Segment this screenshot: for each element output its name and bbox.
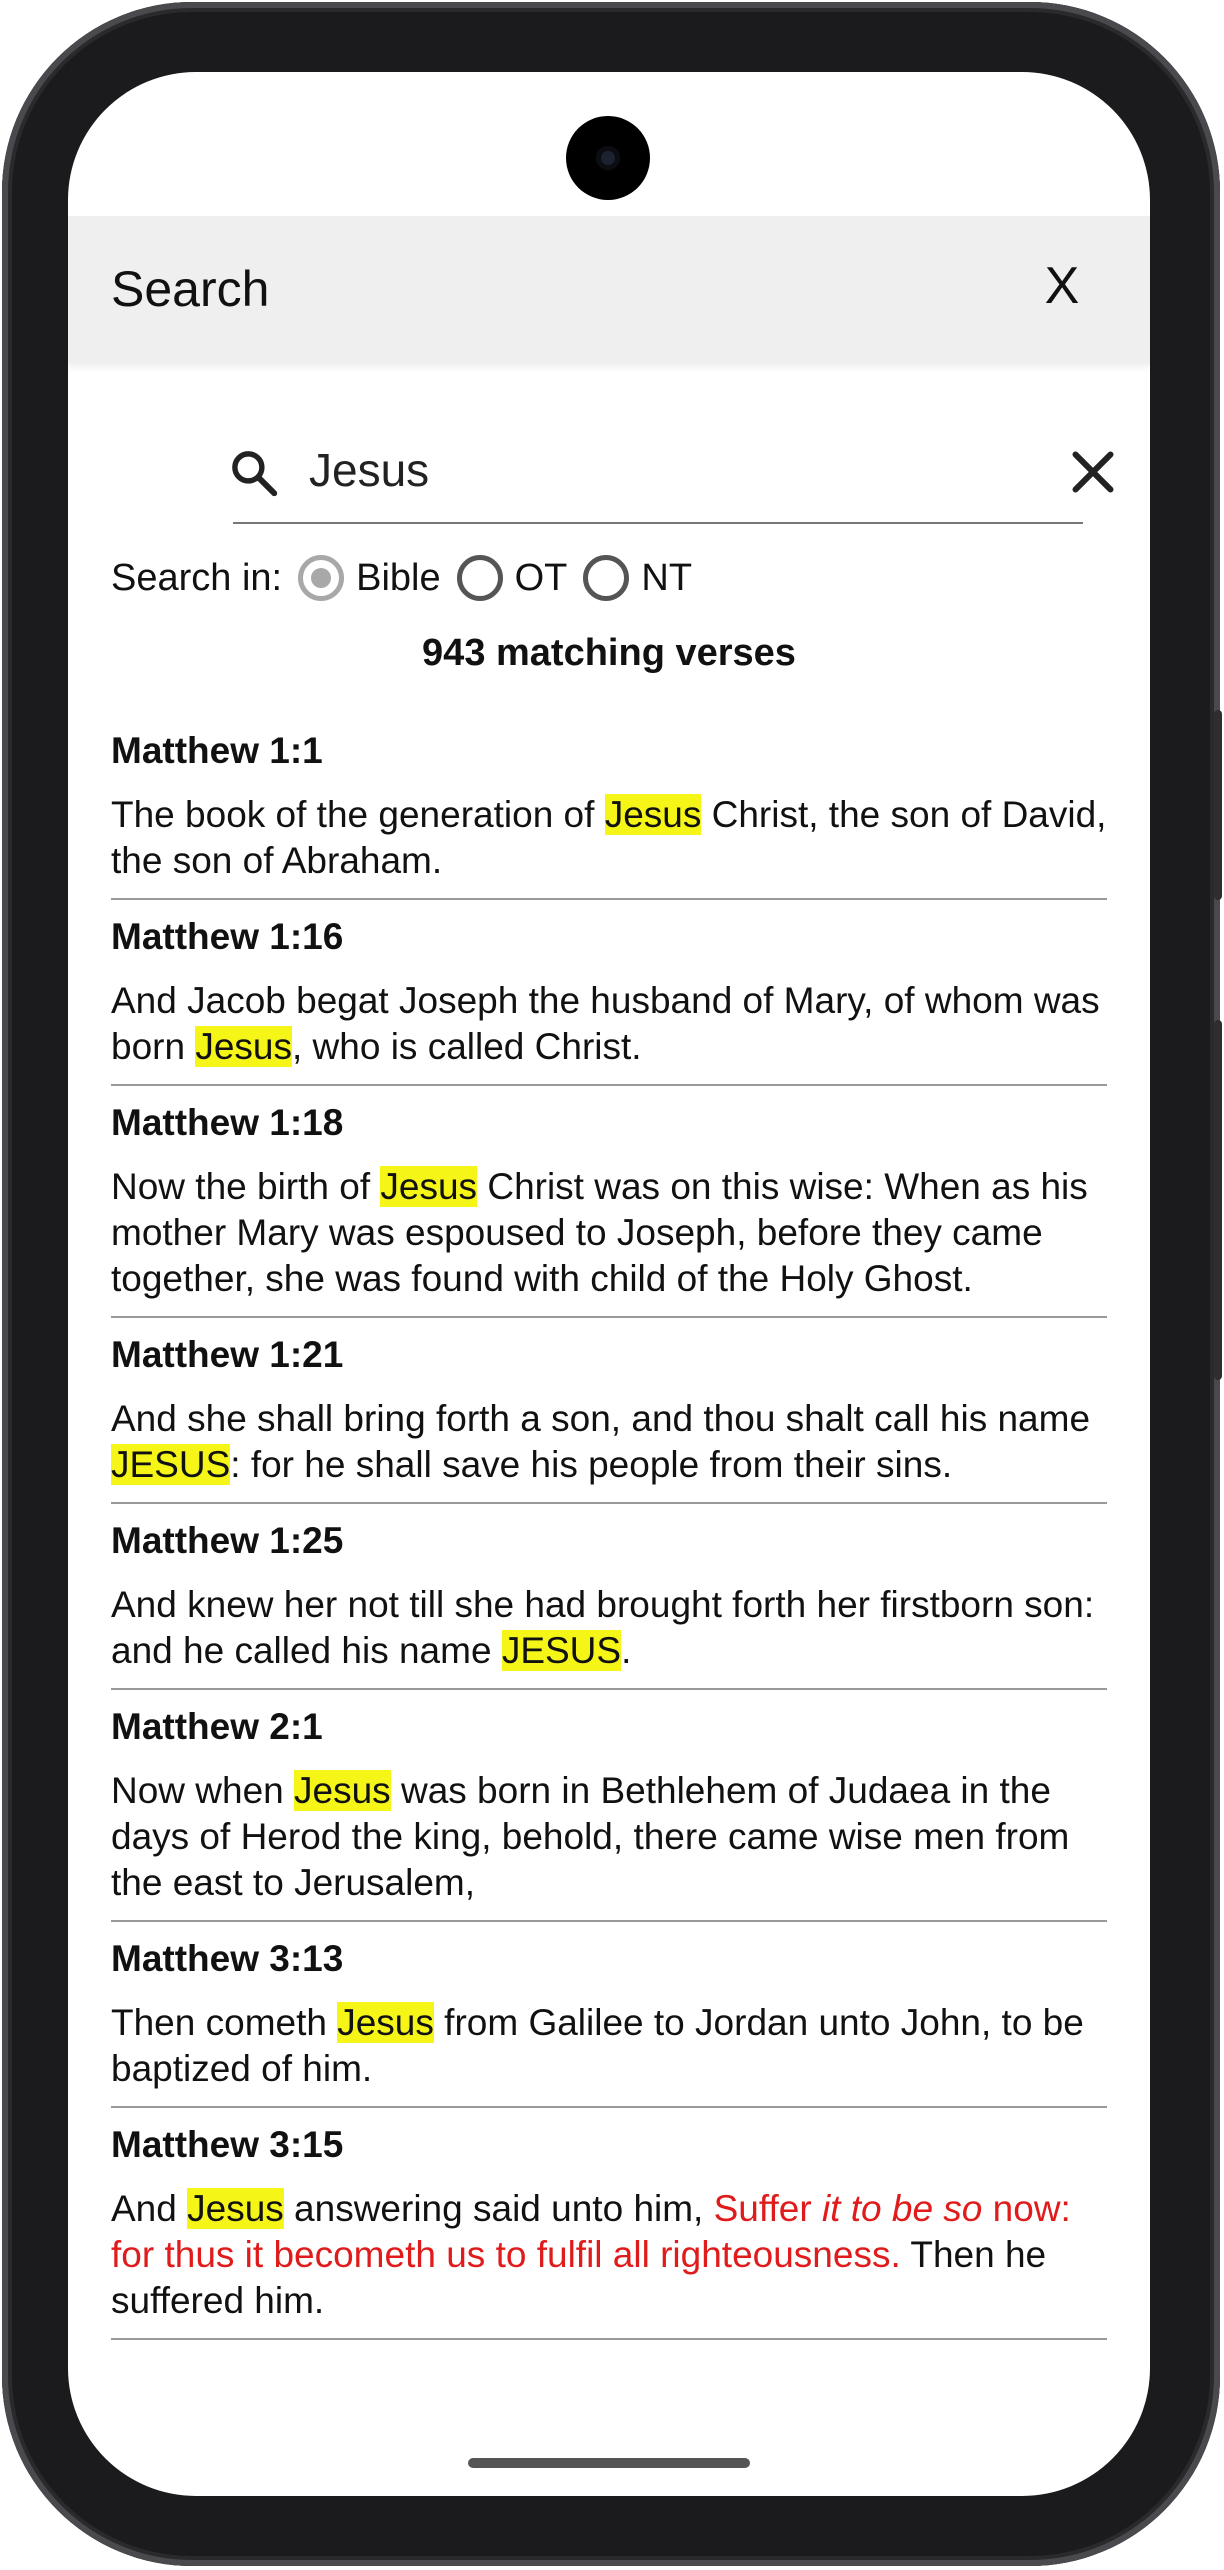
list-item[interactable] <box>111 1086 1107 1318</box>
list-item[interactable] <box>111 1318 1107 1504</box>
search-bar <box>233 422 1083 524</box>
radio-bible-label[interactable]: Bible <box>356 556 441 599</box>
verse-reference: Matthew 3:15 <box>111 2124 344 2165</box>
verse-text: And she shall bring forth a son, and thou shalt call his name JESUS: for he shall save his people from their sins. <box>111 1398 1091 1485</box>
search-icon <box>227 446 281 500</box>
results-list <box>111 714 1107 2340</box>
radio-bible[interactable] <box>298 555 344 601</box>
search-match: JESUS <box>501 1630 622 1671</box>
verse-reference: Matthew 1:16 <box>111 916 344 957</box>
verse-text: Now the birth of Jesus Christ was on this wise: When as his mother Mary was espoused to Joseph, before they came together, she was found with child of the Holy Ghost. <box>111 1166 1088 1299</box>
list-item[interactable] <box>111 1690 1107 1922</box>
search-match: Jesus <box>337 2002 434 2043</box>
search-match: Jesus <box>604 794 702 835</box>
verse-reference: Matthew 1:18 <box>111 1102 344 1143</box>
verse-reference: Matthew 1:25 <box>111 1520 344 1561</box>
result-count: 943 matching verses <box>422 632 796 674</box>
search-match: Jesus <box>195 1026 292 1067</box>
close-button[interactable]: X <box>1044 257 1080 315</box>
verse-text: And Jacob begat Joseph the husband of Mary, of whom was born Jesus, who is called Christ. <box>111 980 1100 1067</box>
front-camera <box>566 116 650 200</box>
clear-search-icon[interactable] <box>1063 442 1123 502</box>
list-item[interactable] <box>111 2108 1107 2340</box>
verse-text: And knew her not till she had brought forth her firstborn son: and he called his name JESUS. <box>111 1584 1095 1671</box>
app-bar <box>68 216 1150 364</box>
list-item[interactable] <box>111 714 1107 900</box>
radio-ot-label[interactable]: OT <box>514 556 568 599</box>
radio-nt-label[interactable]: NT <box>641 556 693 599</box>
radio-ot[interactable] <box>457 555 503 601</box>
volume-button <box>1214 710 1222 900</box>
radio-nt[interactable] <box>583 555 629 601</box>
verse-text: Then cometh Jesus from Galilee to Jordan unto John, to be baptized of him. <box>111 2002 1084 2089</box>
search-scope-label: Search in: <box>111 556 283 599</box>
verse-text: Now when Jesus was born in Bethlehem of Judaea in the days of Herod the king, behold, there came wise men from the east to Jerusalem, <box>111 1770 1070 1903</box>
search-match: Jesus <box>294 1770 391 1811</box>
search-match: JESUS <box>111 1444 231 1485</box>
verse-reference: Matthew 3:13 <box>111 1938 344 1979</box>
search-input[interactable] <box>309 440 959 500</box>
search-scope <box>111 542 692 614</box>
verse-reference: Matthew 1:21 <box>111 1334 344 1375</box>
list-item[interactable] <box>111 1922 1107 2108</box>
verse-reference: Matthew 1:1 <box>111 730 323 771</box>
words-of-christ: Suffer it to be so now: for thus it becometh us to fulfil all righteousness. <box>111 2188 1071 2275</box>
list-item[interactable] <box>111 900 1107 1086</box>
verse-text: And Jesus answering said unto him, Suffer it to be so now: for thus it becometh us to fulfil all righteousness. Then he suffered him. <box>111 2188 1071 2321</box>
home-indicator[interactable] <box>468 2458 750 2468</box>
power-button <box>1214 1020 1222 1380</box>
verse-text: The book of the generation of Jesus Christ, the son of David, the son of Abraham. <box>111 794 1107 881</box>
phone-screen <box>68 72 1150 2496</box>
page-title: Search <box>111 261 270 317</box>
list-item[interactable] <box>111 1504 1107 1690</box>
verse-reference: Matthew 2:1 <box>111 1706 323 1747</box>
search-match: Jesus <box>187 2188 284 2229</box>
search-match: Jesus <box>380 1166 478 1207</box>
